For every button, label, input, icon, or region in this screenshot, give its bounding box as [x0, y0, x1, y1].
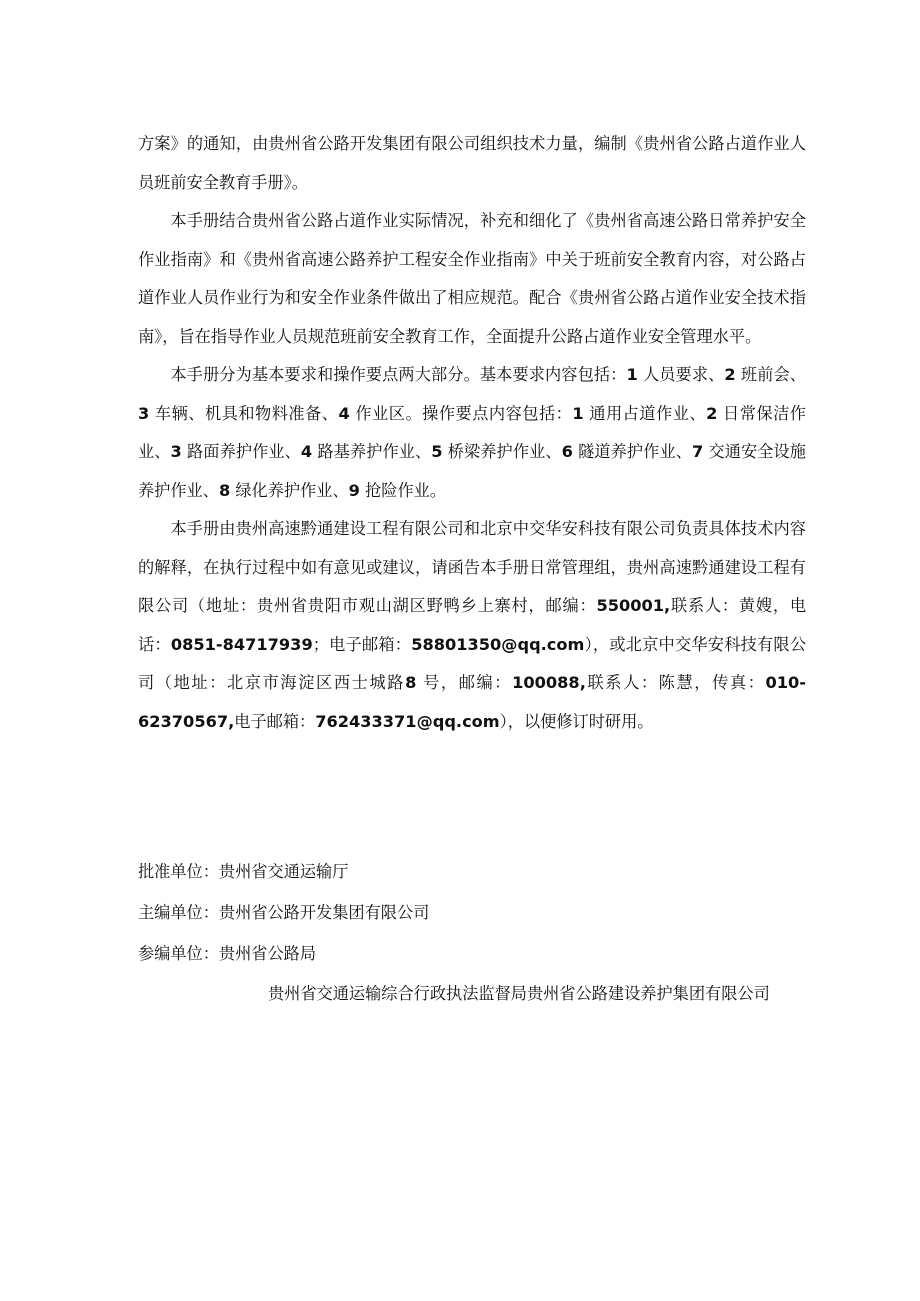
paragraph-purpose: 本手册结合贵州省公路占道作业实际情况，补充和细化了《贵州省高速公路日常养护安全作业指南》和《贵州省高速公路养护工程安全作业指南》中关于班前安全教育内容，对公路占道作业人员作业行为和安全作业条件做出了相应规范。配合《贵州省公路占道作业安全技术指南》，旨在指导作业人员规范班前安全教育工作，全面提升公路占道作业安全管理水平。 — [138, 211, 806, 346]
paragraph-contact: 本手册由贵州高速黔通建设工程有限公司和北京中交华安科技有限公司负责具体技术内容的解释，在执行过程中如有意见或建议，请函告本手册日常管理组，贵州高速黔通建设工程有限公司（地址：贵州省贵阳市观山湖区野鸭乡上寨村，邮编：550001,联系人：黄嫂，电话：0851-84717939；电子邮箱：58801350@qq.com），或北京中交华安科技有限公司（地址：北京市海淀区西士城路8 号，邮编：100088,联系人：陈慧，传真：010-62370567,电子邮箱：762433371@qq.com），以便修订时研用。 — [138, 519, 807, 731]
editing-unit: 主编单位：贵州省公路开发集团有限公司 — [138, 903, 430, 922]
approving-unit: 批准单位：贵州省交通运输厅 — [138, 862, 349, 881]
paragraph-structure: 本手册分为基本要求和操作要点两大部分。基本要求内容包括：1 人员要求、2 班前会、3 车辆、机具和物料准备、4 作业区。操作要点内容包括：1 通用占道作业、2 日常保洁作业、3 路面养护作业、4 路基养护作业、5 桥梁养护作业、6 隧道养护作业、7 交通安全设施养护作业、8 绿化养护作业、9 抢险作业。 — [138, 365, 806, 500]
phone-number: 0851-84717939 — [170, 634, 313, 654]
body-text — [138, 125, 806, 741]
participating-units-continued: 贵州省交通运输综合行政执法监督局贵州省公路建设养护集团有限公司 — [268, 984, 770, 1003]
email-address: 58801350@qq.com — [411, 634, 585, 654]
fax-number: 010-62370567, — [138, 673, 807, 731]
participating-units: 参编单位：贵州省公路局 — [138, 944, 317, 963]
email-address: 762433371@qq.com — [315, 711, 500, 731]
paragraph-intro-continued: 方案》的通知，由贵州省公路开发集团有限公司组织技术力量，编制《贵州省公路占道作业人员班前安全教育手册》。 — [138, 134, 806, 192]
